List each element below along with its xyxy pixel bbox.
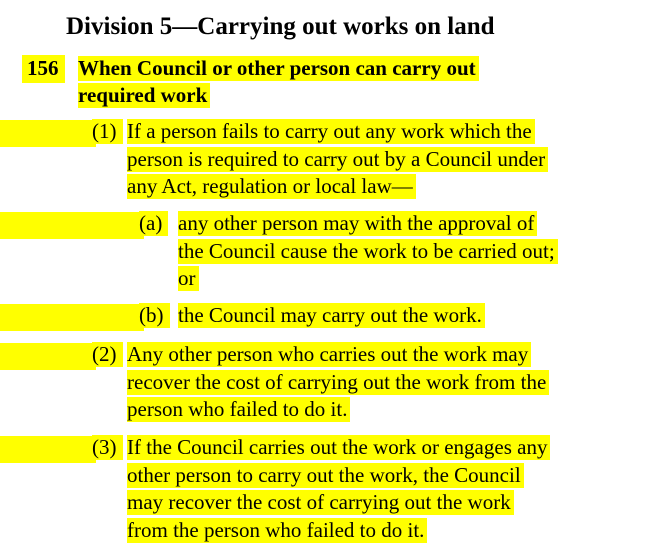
text-line: If the Council carries out the work or engages any <box>127 435 550 460</box>
text-line: the Council may carry out the work. <box>178 303 485 328</box>
subsection-2 <box>0 341 646 431</box>
subsection-text <box>127 341 549 424</box>
text-line: or <box>178 266 199 291</box>
text-line: the Council cause the work to be carried out; <box>178 239 558 264</box>
paragraph-label: (b) <box>139 302 170 330</box>
subsection-1 <box>0 118 646 208</box>
text-line: Any other person who carries out the work may <box>127 342 531 367</box>
section-title-line-2: required work <box>78 83 210 108</box>
text-line: any other person may with the approval of <box>178 211 537 236</box>
division-heading: Division 5—Carrying out works on land <box>66 13 495 40</box>
text-line: person who failed to do it. <box>127 397 350 422</box>
text-line: If a person fails to carry out any work which the <box>127 119 535 144</box>
paragraph-label: (a) <box>139 210 168 238</box>
subsection-3 <box>0 434 646 549</box>
paragraph-text <box>178 302 485 330</box>
subsection-label: (3) <box>92 434 123 462</box>
text-line: any Act, regulation or local law— <box>127 174 416 199</box>
paragraph-a <box>0 210 646 300</box>
text-line: person is required to carry out by a Council under <box>127 147 548 172</box>
subsection-text <box>127 434 550 544</box>
text-line: from the person who failed to do it. <box>127 518 427 543</box>
section-title <box>78 55 538 109</box>
subsection-text <box>127 118 548 201</box>
subsection-label: (2) <box>92 341 123 369</box>
subsection-label: (1) <box>92 118 123 146</box>
text-line: other person to carry out the work, the Council <box>127 463 524 488</box>
section-number: 156 <box>22 55 65 83</box>
section-title-line-1: When Council or other person can carry out <box>78 56 479 81</box>
text-line: recover the cost of carrying out the work from the <box>127 370 549 395</box>
paragraph-text <box>178 210 558 293</box>
paragraph-b <box>0 302 646 332</box>
text-line: may recover the cost of carrying out the work <box>127 490 514 515</box>
